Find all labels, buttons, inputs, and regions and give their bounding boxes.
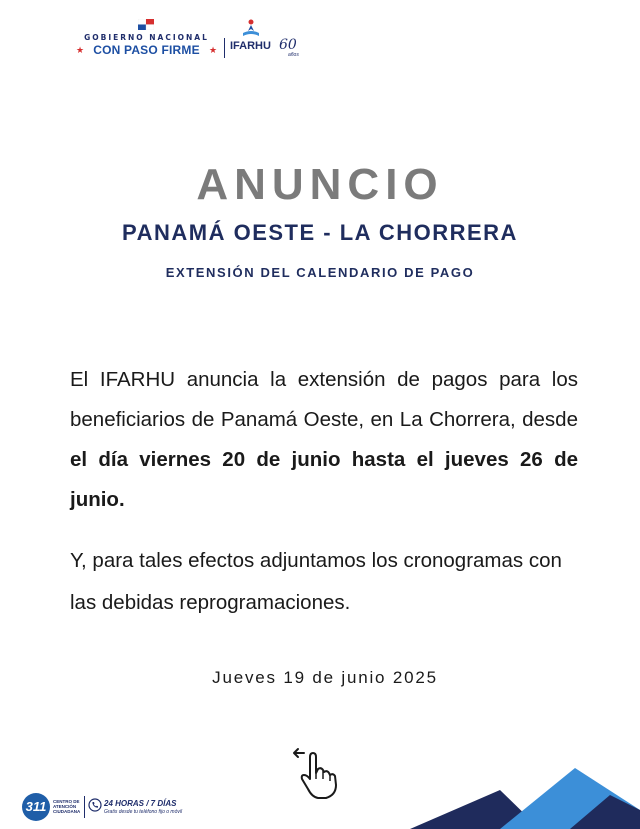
ifarhu-text: IFARHU <box>230 40 271 52</box>
footer-divider <box>84 796 85 818</box>
centro-line-2: ATENCIÓN <box>53 804 77 809</box>
ifarhu-logo <box>230 18 310 62</box>
announcement-paragraph-2: Y, para tales efectos adjuntamos los cronogramas con las debidas reprogramaciones. <box>70 549 562 614</box>
panama-flag-icon <box>138 19 154 30</box>
decorative-corner-shapes <box>410 760 640 829</box>
star-icon: ★ <box>209 45 218 55</box>
centro-line-3: CIUDADANA <box>53 809 81 814</box>
announcement-paragraph-1 <box>70 360 578 520</box>
announcement-region: PANAMÁ OESTE - LA CHORRERA <box>122 220 518 245</box>
gratis-text: Gratis desde tu teléfono fijo o móvil <box>104 809 183 815</box>
announcement-title: ANUNCIO <box>196 160 444 209</box>
centro-line-1: CENTRO DE <box>53 799 80 804</box>
centro-atencion-text <box>53 799 80 814</box>
anniversary-number: 60 <box>279 37 297 53</box>
ifarhu-emblem-icon <box>240 18 262 40</box>
header-divider <box>224 38 225 58</box>
paragraph-1-text: El IFARHU anuncia la extensión de pagos para los beneficiarios de Panamá Oeste, en La Chorrera, desde <box>70 368 578 431</box>
gobierno-nacional-logo <box>74 18 219 62</box>
star-icon: ★ <box>76 45 85 55</box>
paragraph-1-period: . <box>118 488 125 511</box>
hours-text: 24 HORAS / 7 DÍAS <box>104 799 177 808</box>
number-311-badge: 311 <box>22 793 50 821</box>
pointing-hand-icon <box>290 745 342 801</box>
footer-311-logo <box>16 790 206 824</box>
header-logos <box>74 18 314 64</box>
anniversary-label: años <box>288 52 299 58</box>
phone-icon <box>88 798 102 812</box>
gobierno-nacional-text: GOBIERNO NACIONAL <box>84 33 209 42</box>
announcement-subject: EXTENSIÓN DEL CALENDARIO DE PAGO <box>165 265 475 280</box>
paragraph-1-dates: el día viernes 20 de junio hasta el jueves 26 de junio <box>70 448 578 511</box>
con-paso-firme-text: CON PASO FIRME <box>93 43 200 57</box>
announcement-date: Jueves 19 de junio 2025 <box>212 668 438 687</box>
